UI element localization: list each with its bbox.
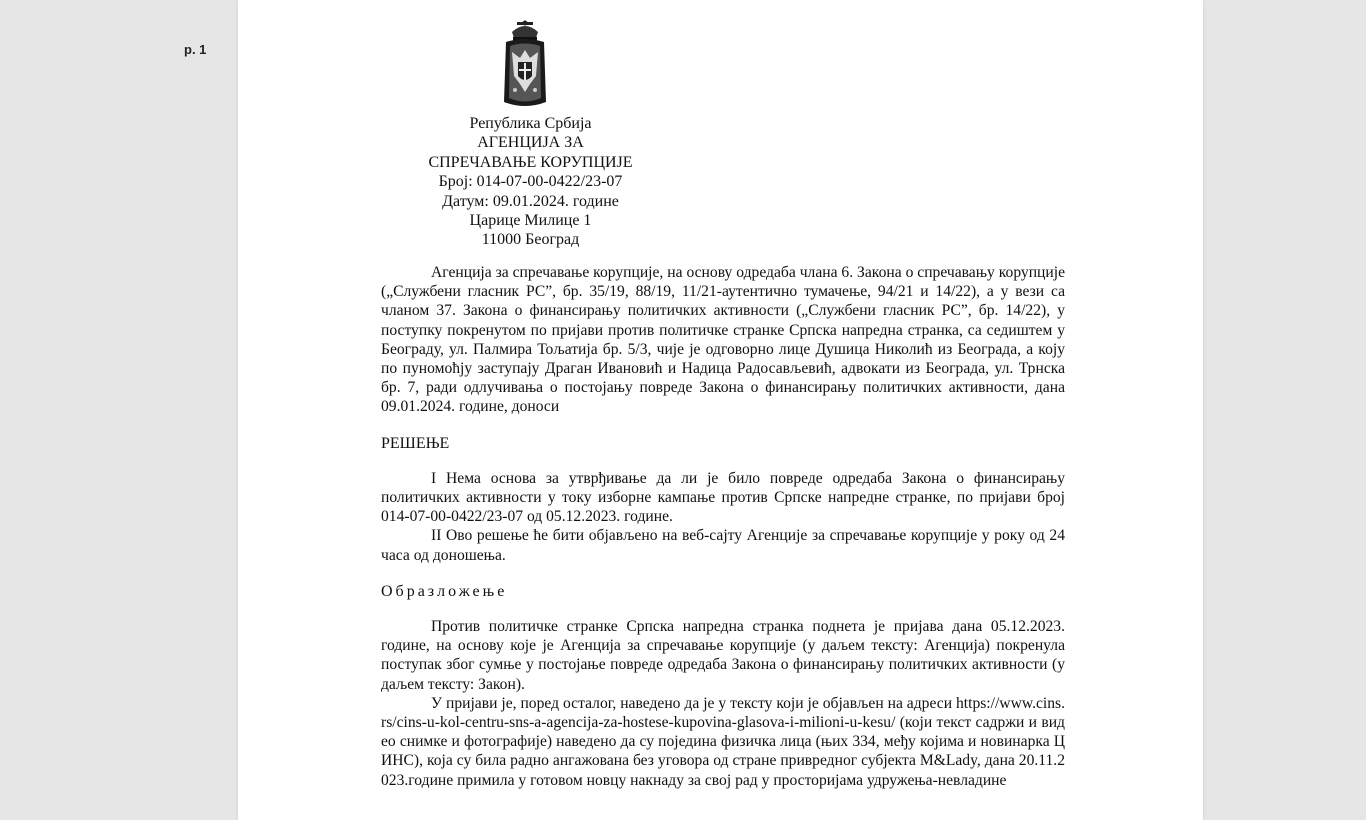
header-city: 11000 Београд <box>481 231 580 249</box>
decision-item-2: II Ово решење ће бити објављено на веб-сајту Агенције за спречавање корупције у року од 24 часа од доношења. <box>381 527 1065 564</box>
document-header <box>408 114 653 250</box>
decision-title: РЕШЕЊЕ <box>381 434 450 452</box>
header-country: Република Србија <box>469 115 592 132</box>
document-page <box>238 0 1203 820</box>
header-date: Датум: 09.01.2024. године <box>442 192 619 210</box>
preamble-paragraph: Агенција за спречавање корупције, на основу одредаба члана 6. Закона о спречавању корупције („Службени гласник РС”, бр. 35/19, 88/19, 11/21-аутентично тумачење, 94/21 и 14/22), а у вези са чланом 37. Закона о финансирању политичких активности („Службени гласник РС”, бр. 14/22), у поступку покренутом по пријави против политичке странке Српска напредна странка, са седиштем у Београду, ул. Палмира Тољатија бр. 5/3, чије је одговорно лице Душица Николић из Београда, а коју по пуномоћју заступају Драган Ивановић и Надица Радосављевић, адвокати из Београда, ул. Трнска бр. 7, ради одлучивања о постојању повреде Закона о финансирању политичких активности, дана 09.01.2024. године, доноси <box>381 264 1065 416</box>
reasoning-paragraph-1: Против политичке странке Српска напредна странка поднета је пријава дана 05.12.2023. године, на основу које је Агенција за спречавање корупције (у даљем тексту: Агенција) покренула поступак због сумње у постојање повреде одредаба Закона о финансирању политичких активности (у даљем тексту: Закон). <box>381 618 1065 693</box>
header-street: Царице Милице 1 <box>469 212 592 230</box>
document-body <box>381 263 1065 790</box>
reasoning-paragraph-2: У пријави је, поред осталог, наведено да је у тексту који је објављен на адреси https://www.cins.rs/cins-u-kol-centru-sns-a-agencija-za-hostese-kupovina-glasova-i-milioni-u-kesu/ (који текст садржи и видео снимке и фотографије) наведено да су поједина физичка лица (њих 334, међу којима и новинарка ЦИНС), која су била радно ангажована без уговора од стране привредног субјекта M&Lady, дана 20.11.2023.године примила у готовом новцу накнаду за свој рад у просторијама удружења-невладине <box>381 694 1065 789</box>
header-case-number: Број: 014-07-00-0422/23-07 <box>438 173 623 191</box>
page-number-label: р. 1 <box>184 42 207 57</box>
decision-item-1: I Нема основа за утврђивање да ли је било повреде одредаба Закона о финансирању политичких активности у току изборне кампање против Српске напредне странке, по пријави број 014-07-00-0422/23-07 од 05.12.2023. године. <box>381 469 1065 526</box>
header-agency-line-1: АГЕНЦИЈА ЗА <box>477 134 584 152</box>
header-agency-line-2: СПРЕЧАВАЊЕ КОРУПЦИЈЕ <box>428 153 633 171</box>
coat-of-arms-icon <box>502 20 548 110</box>
reasoning-title: Образложење <box>381 582 508 600</box>
